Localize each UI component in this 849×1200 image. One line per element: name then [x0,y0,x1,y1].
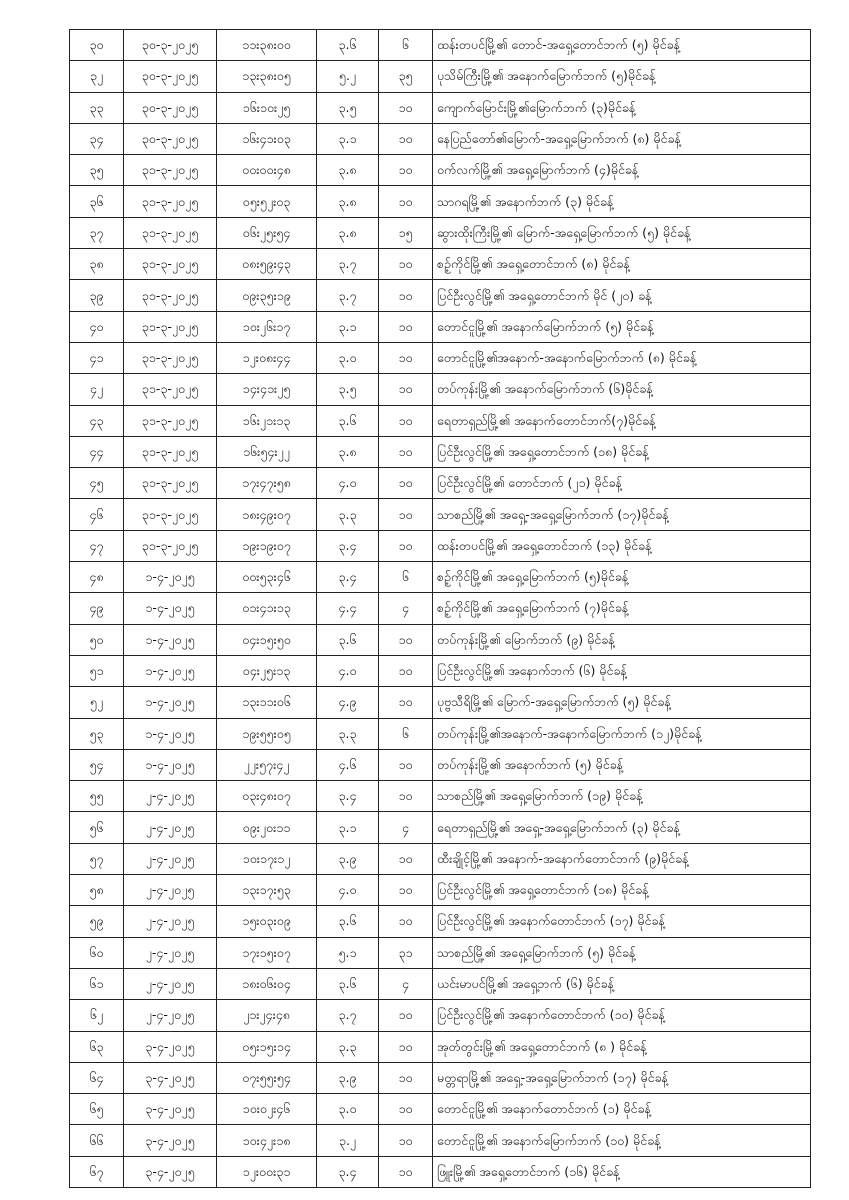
row-location: ထန်းတပင်မြို့၏ တောင်-အရှေ့တောင်ဘက် (၅) မိုင်ခန့် [433,30,811,61]
row-number: ၆၄ [70,1062,124,1093]
row-time: ၀၀း၀၀း၄၈ [217,155,317,186]
row-date: ၃၁-၃-၂၀၂၅ [124,405,217,436]
row-time: ၁၆း၅၄း၂၂ [217,436,317,467]
row-magnitude: ၃.၂ [317,1125,379,1156]
table-row [70,186,811,217]
row-time: ၀၈း၅၉း၄၃ [217,249,317,280]
row-time: ၁၇း၁၅း၀၇ [217,937,317,968]
row-time: ၁၃း၁၇း၅၃ [217,875,317,906]
row-time: ၀၉း၂၀း၁၁ [217,812,317,843]
row-magnitude: ၃.၈ [317,155,379,186]
row-date: ၂-၄-၂၀၂၅ [124,781,217,812]
row-depth: ၄ [379,812,433,843]
row-magnitude: ၃.၈ [317,436,379,467]
row-magnitude: ၃.၄ [317,1156,379,1187]
row-location: ပြင်ဦးလွင်မြို့၏ အရှေ့တောင်ဘက် မိုင် (၂၀) ခန့် [433,280,811,311]
row-date: ၂-၄-၂၀၂၅ [124,906,217,937]
row-date: ၃-၄-၂၀၂၅ [124,1062,217,1093]
row-magnitude: ၃.၆ [317,968,379,999]
row-location: ဆွားထိုးကြီးမြို့၏ မြောက်-အရှေ့မြောက်ဘက် (၅) မိုင်ခန့် [433,217,811,248]
row-number: ၄၅ [70,468,124,499]
table-row [70,718,811,749]
row-date: ၃၁-၃-၂၀၂၅ [124,249,217,280]
table-row [70,624,811,655]
row-number: ၅၃ [70,718,124,749]
row-date: ၂-၄-၂၀၂၅ [124,1000,217,1031]
row-depth: ၁၀ [379,186,433,217]
row-magnitude: ၃.၀ [317,1094,379,1125]
row-magnitude: ၅.၁ [317,937,379,968]
row-magnitude: ၃.၄ [317,562,379,593]
row-location: ပြင်ဦးလွင်မြို့၏ အရှေ့တောင်ဘက် (၁၈) မိုင်ခန့် [433,436,811,467]
row-number: ၅၀ [70,624,124,655]
row-number: ၃၄ [70,123,124,154]
row-location: ပြင်ဦးလွင်မြို့၏ အနောက်တောင်ဘက် (၁၀) မိုင်ခန့် [433,1000,811,1031]
row-depth: ၁၅ [379,217,433,248]
table-row [70,436,811,467]
row-location: သာစည်မြို့၏ အရှေ့မြောက်ဘက် (၅) မိုင်ခန့် [433,937,811,968]
row-magnitude: ၃.၇ [317,249,379,280]
row-date: ၃၁-၃-၂၀၂၅ [124,217,217,248]
row-location: တပ်ကုန်းမြို့၏ အနောက်ဘက် (၅) မိုင်ခန့် [433,749,811,780]
row-depth: ၁၀ [379,1125,433,1156]
table-row [70,812,811,843]
row-number: ၅၆ [70,812,124,843]
row-depth: ၁၀ [379,1094,433,1125]
row-date: ၃၀-၃-၂၀၂၅ [124,30,217,61]
table-row [70,61,811,92]
row-time: ၁၆း၁၀း၂၅ [217,92,317,123]
row-location: စဥ့်ကိုင်မြို့၏ အရှေ့မြောက်ဘက် (၅)မိုင်ခန့် [433,562,811,593]
row-magnitude: ၃.၉ [317,843,379,874]
row-number: ၃၅ [70,155,124,186]
row-number: ၅၉ [70,906,124,937]
row-date: ၂-၄-၂၀၂၅ [124,812,217,843]
row-magnitude: ၃.၀ [317,342,379,373]
row-time: ၀၆း၂၅း၅၄ [217,217,317,248]
row-date: ၃၀-၃-၂၀၂၅ [124,92,217,123]
row-number: ၆၂ [70,1000,124,1031]
row-depth: ၁၀ [379,655,433,686]
row-magnitude: ၄.၀ [317,655,379,686]
row-magnitude: ၃.၆ [317,624,379,655]
row-magnitude: ၃.၁ [317,812,379,843]
table-row [70,655,811,686]
row-depth: ၁၀ [379,1156,433,1187]
row-number: ၆၃ [70,1031,124,1062]
row-date: ၂-၄-၂၀၂၅ [124,968,217,999]
row-time: ၁၁း၃၈း၀၀ [217,30,317,61]
row-number: ၆၀ [70,937,124,968]
row-depth: ၁၀ [379,530,433,561]
row-number: ၃၃ [70,92,124,123]
row-time: ၁၉း၅၅း၀၅ [217,718,317,749]
row-location: ကျောက်မြောင်းမြို့၏မြောက်ဘက် (၃)မိုင်ခန့် [433,92,811,123]
row-depth: ၁၀ [379,624,433,655]
row-magnitude: ၄.၉ [317,687,379,718]
table-row [70,968,811,999]
row-depth: ၁၀ [379,687,433,718]
row-magnitude: ၃.၃ [317,1031,379,1062]
table-row [70,1062,811,1093]
row-location: ပြင်ဦးလွင်မြို့၏ အနောက်ဘက် (၆) မိုင်ခန့် [433,655,811,686]
row-date: ၃၀-၃-၂၀၂၅ [124,123,217,154]
row-date: ၃၁-၃-၂၀၂၅ [124,436,217,467]
row-number: ၃၈ [70,249,124,280]
row-time: ၁၄း၄၁း၂၅ [217,374,317,405]
row-date: ၃၁-၃-၂၀၂၅ [124,186,217,217]
row-time: ၀၁း၄၁း၁၃ [217,593,317,624]
row-time: ၁၀း၂၆း၁၇ [217,311,317,342]
table-row [70,562,811,593]
row-location: တပ်ကုန်းမြို့၏ အနောက်မြောက်ဘက် (၆)မိုင်ခန့် [433,374,811,405]
row-magnitude: ၃.၆ [317,405,379,436]
row-number: ၆၇ [70,1156,124,1187]
row-time: ၀၄း၁၅း၅၀ [217,624,317,655]
row-depth: ၁၀ [379,342,433,373]
row-depth: ၄ [379,968,433,999]
row-location: စဥ့်ကိုင်မြို့၏ အရှေ့တောင်ဘက် (၈) မိုင်ခန့် [433,249,811,280]
row-date: ၂-၄-၂၀၂၅ [124,843,217,874]
row-location: ပြင်ဦးလွင်မြို့၏ အရှေ့တောင်ဘက် (၁၈) မိုင်ခန့် [433,875,811,906]
row-date: ၂-၄-၂၀၂၅ [124,875,217,906]
table-row [70,468,811,499]
row-magnitude: ၃.၈ [317,186,379,217]
row-depth: ၁၀ [379,405,433,436]
row-location: တောင်ငူမြို့၏ အနောက်တောင်ဘက် (၁) မိုင်ခန့် [433,1094,811,1125]
row-depth: ၆ [379,30,433,61]
row-time: ၁၉း၁၉း၀၇ [217,530,317,561]
row-number: ၆၅ [70,1094,124,1125]
row-depth: ၁၀ [379,436,433,467]
row-magnitude: ၃.၄ [317,781,379,812]
row-number: ၃၂ [70,61,124,92]
row-location: ပုသိမ်ကြီးမြို့၏ အနောက်မြောက်ဘက် (၅)မိုင်ခန့် [433,61,811,92]
row-number: ၄၈ [70,562,124,593]
table-row [70,749,811,780]
row-time: ၁၈း၄၉း၀၇ [217,499,317,530]
row-location: ယင်းမာပင်မြို့၏ အရှေ့ဘက် (၆) မိုင်ခန့် [433,968,811,999]
row-depth: ၄ [379,593,433,624]
table-row [70,781,811,812]
row-depth: ၁၀ [379,781,433,812]
row-date: ၁-၄-၂၀၂၅ [124,687,217,718]
row-magnitude: ၃.၃ [317,499,379,530]
table-row [70,311,811,342]
row-date: ၃၁-၃-၂၀၂၅ [124,374,217,405]
row-depth: ၁၀ [379,374,433,405]
row-location: ပြင်ဦးလွင်မြို့၏ တောင်ဘက် (၂၁) မိုင်ခန့် [433,468,811,499]
row-date: ၃၁-၃-၂၀၂၅ [124,155,217,186]
table-row [70,1031,811,1062]
row-location: စဥ့်ကိုင်မြို့၏ အရှေ့မြောက်ဘက် (၇)မိုင်ခန့် [433,593,811,624]
row-depth: ၆ [379,718,433,749]
row-location: တောင်ငူမြို့၏အနောက်-အနောက်မြောက်ဘက် (၈) မိုင်ခန့် [433,342,811,373]
row-number: ၄၃ [70,405,124,436]
row-date: ၃၁-၃-၂၀၂၅ [124,311,217,342]
table-row [70,937,811,968]
row-magnitude: ၃.၁ [317,311,379,342]
row-magnitude: ၃.၄ [317,530,379,561]
row-number: ၅၈ [70,875,124,906]
row-depth: ၆ [379,562,433,593]
row-number: ၄၀ [70,311,124,342]
row-date: ၁-၄-၂၀၂၅ [124,718,217,749]
row-time: ၁၂း၀၀း၃၁ [217,1156,317,1187]
table-row [70,405,811,436]
row-magnitude: ၃.၅ [317,374,379,405]
row-time: ၁၆း၄၁း၀၃ [217,123,317,154]
table-row [70,217,811,248]
row-number: ၃၀ [70,30,124,61]
row-magnitude: ၃.၆ [317,30,379,61]
row-number: ၆၆ [70,1125,124,1156]
row-time: ၁၇း၄၇း၅၈ [217,468,317,499]
row-time: ၀၅း၅၂း၀၃ [217,186,317,217]
row-location: သာစည်မြို့၏ အရှေ့-အရှေ့မြောက်ဘက် (၁၇)မိုင်ခန့် [433,499,811,530]
table-row [70,1000,811,1031]
row-date: ၁-၄-၂၀၂၅ [124,655,217,686]
row-depth: ၁၀ [379,468,433,499]
row-time: ၂၂း၅၇း၄၂ [217,749,317,780]
row-depth: ၁၀ [379,875,433,906]
table-row [70,593,811,624]
table-row [70,1125,811,1156]
row-depth: ၃၅ [379,61,433,92]
row-depth: ၁၀ [379,280,433,311]
table-row [70,687,811,718]
row-depth: ၁၀ [379,311,433,342]
row-number: ၅၁ [70,655,124,686]
row-date: ၃၀-၃-၂၀၂၅ [124,61,217,92]
row-location: ထီးချိုင့်မြို့၏ အနောက်-အနောက်တောင်ဘက် (၉)မိုင်ခန့် [433,843,811,874]
row-date: ၃၁-၃-၂၀၂၅ [124,530,217,561]
row-number: ၃၇ [70,217,124,248]
table-row [70,1094,811,1125]
row-time: ၁၀း၁၇း၁၂ [217,843,317,874]
row-depth: ၁၀ [379,1031,433,1062]
table-row [70,155,811,186]
row-date: ၃၁-၃-၂၀၂၅ [124,468,217,499]
row-number: ၅၂ [70,687,124,718]
row-date: ၃-၄-၂၀၂၅ [124,1031,217,1062]
row-depth: ၁၀ [379,499,433,530]
row-location: သာဂရမြို့၏ အနောက်ဘက် (၃) မိုင်ခန့် [433,186,811,217]
row-depth: ၁၀ [379,123,433,154]
row-time: ၀၃း၄၈း၀၇ [217,781,317,812]
row-magnitude: ၃.၇ [317,280,379,311]
row-depth: ၁၀ [379,1000,433,1031]
row-time: ၀၉း၃၅း၁၉ [217,280,317,311]
row-magnitude: ၃.၆ [317,906,379,937]
row-number: ၃၆ [70,186,124,217]
table-row [70,906,811,937]
row-date: ၁-၄-၂၀၂၅ [124,593,217,624]
row-time: ၀၇း၅၅း၅၄ [217,1062,317,1093]
row-location: မတ္တရာမြို့၏ အရှေ့-အရှေ့မြောက်ဘက် (၁၇) မိုင်ခန့် [433,1062,811,1093]
row-magnitude: ၃.၈ [317,217,379,248]
row-number: ၅၄ [70,749,124,780]
row-magnitude: ၃.၇ [317,1000,379,1031]
row-number: ၅၅ [70,781,124,812]
table-body [70,30,811,1188]
row-time: ၁၆း၂၁း၁၃ [217,405,317,436]
table-row [70,30,811,61]
row-depth: ၁၀ [379,749,433,780]
row-date: ၃-၄-၂၀၂၅ [124,1156,217,1187]
row-date: ၂-၄-၂၀၂၅ [124,937,217,968]
row-location: ပြင်ဦးလွင်မြို့၏ အနောက်တောင်ဘက် (၁၇) မိုင်ခန့် [433,906,811,937]
row-date: ၃၁-၃-၂၀၂၅ [124,280,217,311]
table-row [70,92,811,123]
row-magnitude: ၄.၄ [317,593,379,624]
row-location: တောင်ငူမြို့၏ အနောက်မြောက်ဘက် (၁၀) မိုင်ခန့် [433,1125,811,1156]
row-date: ၁-၄-၂၀၂၅ [124,624,217,655]
table-row [70,280,811,311]
row-time: ၁၈း၀၆း၀၄ [217,968,317,999]
row-date: ၃-၄-၂၀၂၅ [124,1094,217,1125]
row-location: ပုဗ္ဗသီရိမြို့၏ မြောက်-အရှေ့မြောက်ဘက် (၅) မိုင်ခန့် [433,687,811,718]
table-row [70,843,811,874]
row-location: ရေတာရှည်မြို့၏ အရှေ့-အရှေ့မြောက်ဘက် (၃) မိုင်ခန့် [433,812,811,843]
row-depth: ၁၀ [379,1062,433,1093]
row-depth: ၁၀ [379,92,433,123]
row-location: ဖြူးမြို့၏ အရှေ့တောင်ဘက် (၁၆) မိုင်ခန့် [433,1156,811,1187]
table-row [70,342,811,373]
row-number: ၄၁ [70,342,124,373]
row-time: ၀၀း၅၃း၄၆ [217,562,317,593]
row-magnitude: ၃.၁ [317,123,379,154]
row-time: ၀၅း၁၅း၁၄ [217,1031,317,1062]
table-row [70,123,811,154]
row-magnitude: ၃.၉ [317,1062,379,1093]
row-magnitude: ၄.၆ [317,749,379,780]
row-magnitude: ၃.၃ [317,718,379,749]
row-number: ၄၇ [70,530,124,561]
row-location: ဝက်လက်မြို့၏ အရှေ့မြောက်ဘက် (၄)မိုင်ခန့် [433,155,811,186]
row-number: ၄၄ [70,436,124,467]
row-date: ၃၁-၃-၂၀၂၅ [124,342,217,373]
row-time: ၁၃း၁၁း၀၆ [217,687,317,718]
row-depth: ၁၀ [379,843,433,874]
row-magnitude: ၃.၅ [317,92,379,123]
table-row [70,1156,811,1187]
row-number: ၄၆ [70,499,124,530]
row-location: တပ်ကုန်းမြို့၏ မြောက်ဘက် (၉) မိုင်ခန့် [433,624,811,655]
row-depth: ၁၀ [379,155,433,186]
row-location: နေပြည်တော်၏မြောက်-အရှေ့မြောက်ဘက် (၈) မိုင်ခန့် [433,123,811,154]
row-location: တပ်ကုန်းမြို့၏အနောက်-အနောက်မြောက်ဘက် (၁၂)မိုင်ခန့် [433,718,811,749]
row-location: သာစည်မြို့၏ အရှေ့မြောက်ဘက် (၁၉) မိုင်ခန့် [433,781,811,812]
row-depth: ၁၀ [379,906,433,937]
table-row [70,249,811,280]
row-magnitude: ၄.၀ [317,875,379,906]
row-location: ရေတာရှည်မြို့၏ အနောက်တောင်ဘက်(၇)မိုင်ခန့် [433,405,811,436]
row-time: ၁၅း၀၃း၀၉ [217,906,317,937]
row-number: ၃၉ [70,280,124,311]
row-magnitude: ၄.၀ [317,468,379,499]
row-number: ၆၁ [70,968,124,999]
row-location: တောင်ငူမြို့၏ အနောက်မြောက်ဘက် (၅) မိုင်ခန့် [433,311,811,342]
row-date: ၁-၄-၂၀၂၅ [124,562,217,593]
row-number: ၄၂ [70,374,124,405]
row-number: ၄၉ [70,593,124,624]
row-magnitude: ၅.၂ [317,61,379,92]
table-row [70,499,811,530]
table-row [70,875,811,906]
row-date: ၁-၄-၂၀၂၅ [124,749,217,780]
row-time: ၀၄း၂၅း၁၃ [217,655,317,686]
row-time: ၁၂း၀၈း၄၄ [217,342,317,373]
row-location: ထန်းတပင်မြို့၏ အရှေ့တောင်ဘက် (၁၃) မိုင်ခန့် [433,530,811,561]
row-depth: ၁၀ [379,249,433,280]
row-time: ၁၃း၃၈း၀၅ [217,61,317,92]
row-time: ၁၀း၄၂း၁၈ [217,1125,317,1156]
row-time: ၂၁း၂၄း၄၈ [217,1000,317,1031]
table-row [70,530,811,561]
row-date: ၃-၄-၂၀၂၅ [124,1125,217,1156]
table-row [70,374,811,405]
earthquake-table [69,29,811,1188]
row-number: ၅၇ [70,843,124,874]
row-date: ၃၁-၃-၂၀၂၅ [124,499,217,530]
row-time: ၁၀း၀၂း၄၆ [217,1094,317,1125]
row-depth: ၃၁ [379,937,433,968]
row-location: အုတ်တွင်းမြို့၏ အရှေ့တောင်ဘက် (၈ ) မိုင်ခန့် [433,1031,811,1062]
